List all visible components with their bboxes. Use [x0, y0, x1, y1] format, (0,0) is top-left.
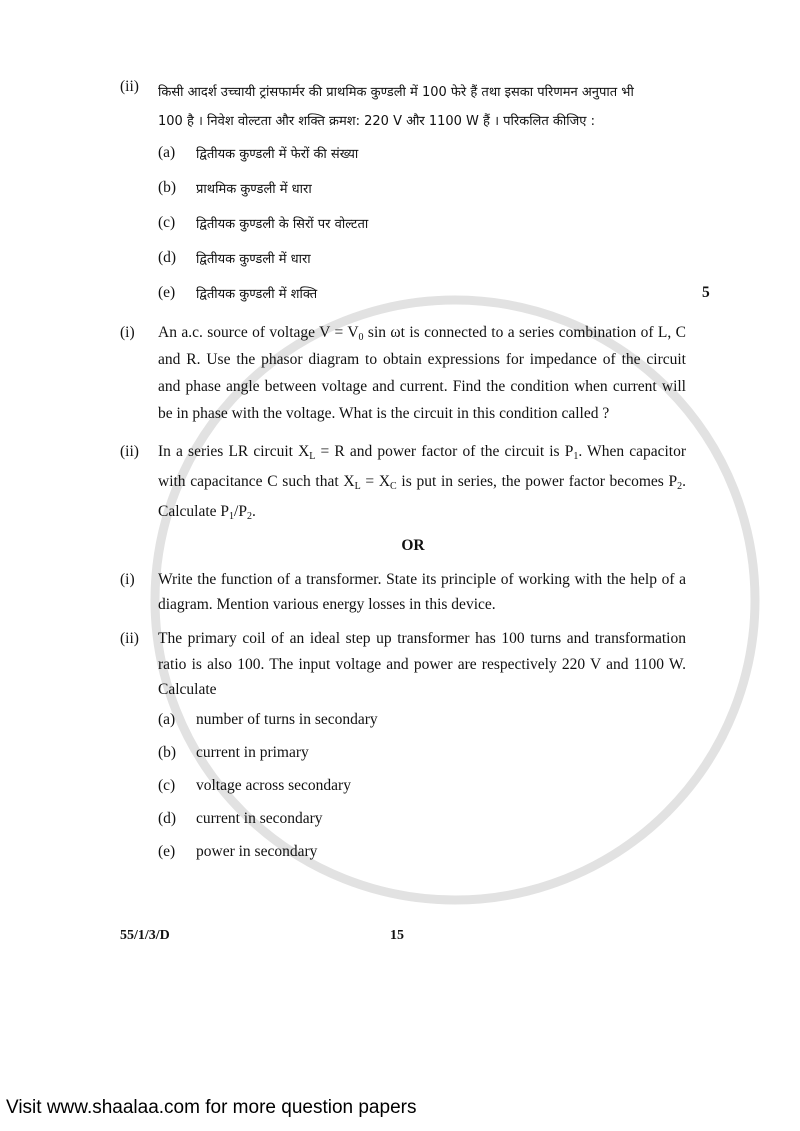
- hindi-line-1: किसी आदर्श उच्चायी ट्रांसफार्मर की प्राथमिक कुण्डली में 100 फेरे हैं तथा इसका परिणमन अनुपात भी: [158, 85, 634, 100]
- alt-question-i: [120, 567, 686, 617]
- subitem: [158, 214, 686, 249]
- subitem-label: (e): [158, 842, 176, 860]
- question-label: (ii): [120, 630, 139, 647]
- subitem: [158, 810, 686, 843]
- question-ii: [120, 437, 686, 527]
- page-footer: [120, 928, 686, 948]
- marks: 5: [702, 284, 710, 301]
- or-divider: OR: [401, 537, 425, 554]
- question-label: (i): [120, 571, 135, 588]
- hindi-question-text: [158, 78, 686, 136]
- subitem-label: (b): [158, 179, 177, 196]
- subitem: [158, 744, 686, 777]
- question-i: [120, 319, 686, 427]
- subitem: [158, 843, 686, 876]
- hindi-line-2: 100 है । निवेश वोल्टता और शक्ति क्रमश: 220 V और 1100 W हैं । परिकलित कीजिए :: [158, 114, 595, 129]
- question-label: (ii): [120, 443, 139, 460]
- subitem-label: (a): [158, 144, 176, 161]
- subitem-label: (d): [158, 809, 177, 827]
- subitem-label: (a): [158, 710, 176, 728]
- subitem: [158, 144, 686, 179]
- question-text: The primary coil of an ideal step up transformer has 100 turns and transformation ratio is also 100. The input voltage and power are respectively 220 V and 1100 W. Calculate: [158, 630, 686, 698]
- subitem: [158, 284, 710, 319]
- subitem: [158, 711, 686, 744]
- subitem: [158, 249, 686, 284]
- subitem-label: (c): [158, 214, 176, 231]
- subitem-label: (d): [158, 249, 177, 266]
- question-label: (ii): [120, 78, 139, 95]
- question-text: Write the function of a transformer. State its principle of working with the help of a diagram. Mention various energy losses in this device.: [158, 571, 686, 613]
- subitem-text: current in secondary: [196, 809, 323, 827]
- promo-banner[interactable]: Visit www.shaalaa.com for more question papers: [6, 1097, 417, 1118]
- subitem: [158, 179, 686, 214]
- subitem-text: voltage across secondary: [196, 776, 351, 794]
- hindi-question: [120, 78, 686, 136]
- subitem-label: (b): [158, 743, 177, 761]
- subitem-text: number of turns in secondary: [196, 710, 378, 728]
- question-text: An a.c. source of voltage $V = V_0$ sin ωt is connected to a series combination of L, C and R. Use the phasor diagram to obtain expressions for impedance of the circuit and phase angle between voltage and current. Find the condition when current will be in phase with the voltage. What is the circuit in this condition called ?: [158, 324, 686, 422]
- subitem-text: current in primary: [196, 743, 309, 761]
- subitem-label: (e): [158, 284, 176, 301]
- question-label: (i): [120, 324, 135, 341]
- question-text: In a series LR circuit $X_L = R$ and power factor of the circuit is $P_1$. When capacitor with capacitance C such that $X_L = X_C$ is put in series, the power factor becomes $P_2$. Calculate $P_1/P_2$.: [158, 443, 686, 522]
- subitem-text: द्वितीयक कुण्डली में धारा: [196, 252, 311, 267]
- subitem-text: power in secondary: [196, 842, 318, 860]
- subitem-text: द्वितीयक कुण्डली के सिरों पर वोल्टता: [196, 217, 369, 232]
- subitem-text: द्वितीयक कुण्डली में शक्ति: [196, 287, 318, 302]
- alt-question-ii: [120, 626, 686, 703]
- page-number: 15: [390, 927, 404, 943]
- subitem-text: प्राथमिक कुण्डली में धारा: [196, 182, 312, 197]
- subitem: [158, 777, 686, 810]
- subitem-text: द्वितीयक कुण्डली में फेरों की संख्या: [196, 147, 359, 162]
- paper-code: 55/1/3/D: [120, 927, 170, 943]
- subitem-label: (c): [158, 776, 176, 794]
